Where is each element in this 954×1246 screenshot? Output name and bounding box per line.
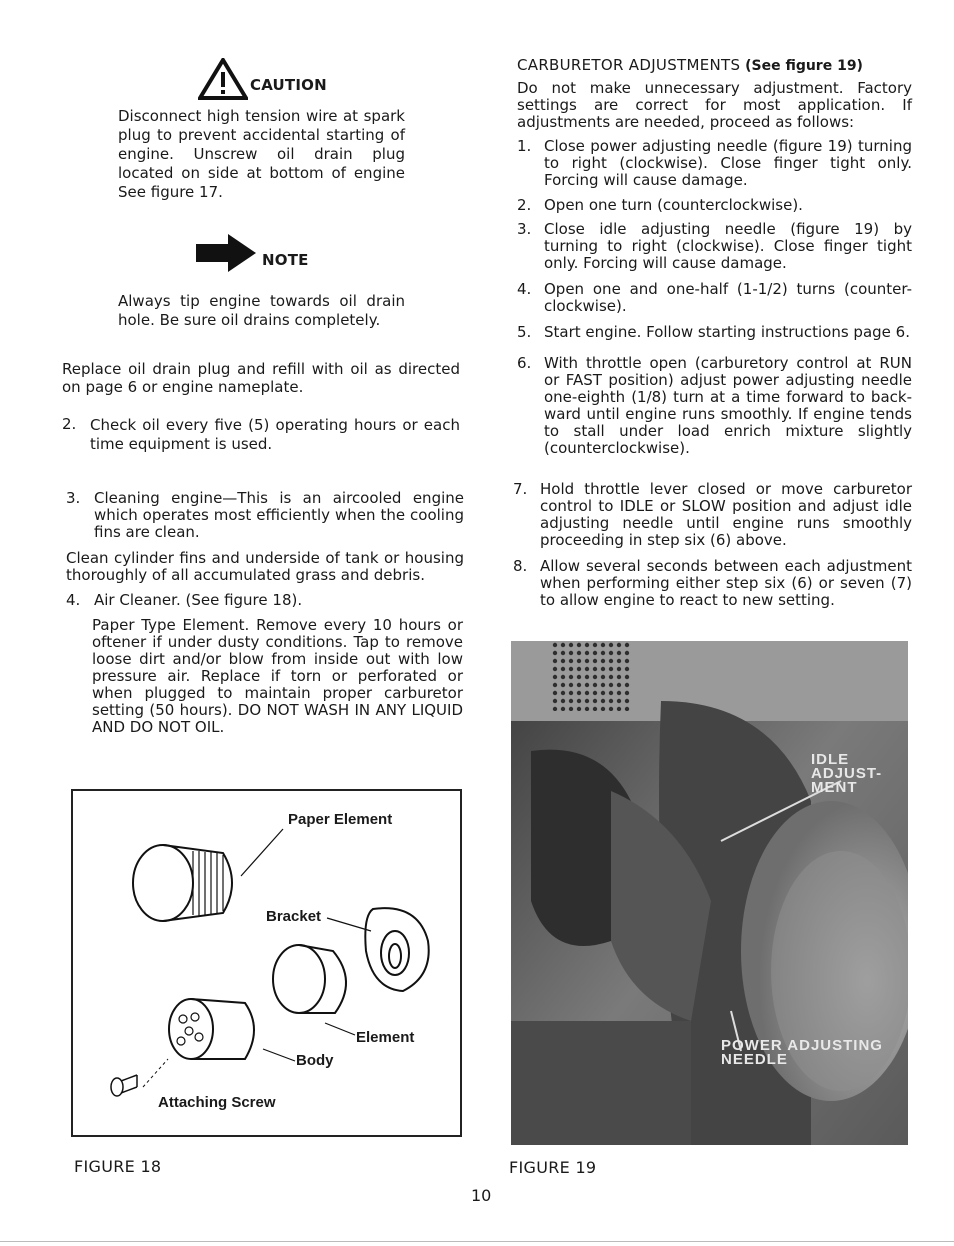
body-drawing (169, 999, 254, 1059)
label-body: Body (296, 1052, 334, 1069)
list-item-3 (66, 490, 464, 546)
step-number: 1. (517, 137, 532, 155)
label-idle-line-3: MENT (811, 779, 858, 796)
step-text: Open one and one-half (1-1/2) turns (counter-clockwise). (544, 280, 912, 315)
step-text: Allow several seconds between each adjustment when performing either step six (6) or seven (7) to allow engine to react to new setting. (540, 557, 912, 609)
step-number: 6. (517, 354, 532, 372)
step-number: 8. (513, 557, 528, 575)
step-number: 4. (517, 280, 532, 298)
figure-18-diagram (71, 789, 462, 1137)
air-cleaner-drawing (73, 791, 460, 1135)
figure-19-caption: FIGURE 19 (509, 1158, 597, 1177)
label-idle-adjustment (811, 753, 882, 795)
step-number: 2. (517, 196, 532, 214)
figure-19-photo (511, 641, 908, 1145)
step-text: Close power adjusting needle (figure 19) turning to right (clockwise). Close finger tight only. Forcing will cause damage. (544, 137, 912, 189)
clean-paragraph: Clean cylinder fins and underside of tank or housing thoroughly of all accumulated grass and debris. (66, 549, 464, 584)
step-number: 7. (513, 480, 528, 498)
page-number: 10 (471, 1186, 492, 1205)
caution-text: Disconnect high tension wire at spark plug to prevent accidental starting of engine. Unscrew oil drain plug located on side at bottom of engine See figure 17. (118, 107, 405, 201)
label-idle-line-1: IDLE (811, 751, 850, 768)
bottom-rule (0, 1241, 954, 1242)
label-attaching-screw: Attaching Screw (158, 1094, 276, 1111)
step-number: 3. (517, 220, 532, 238)
list-number: 4. (66, 591, 81, 609)
step-text: With throttle open (carburetory control at RUN or FAST position) adjust power adjusting needle one-eighth (1/8) turn at a time forward to back-ward until engine runs smoothly. If engine tends to stall under load enrich mixture slightly (counterclockwise). (544, 354, 912, 457)
list-number: 2. (62, 415, 77, 433)
step-text: Start engine. Follow starting instructions page 6. (544, 323, 910, 341)
label-paper-element: Paper Element (288, 811, 393, 828)
step-text: Hold throttle lever closed or move carburetor control to IDLE or SLOW position and adjust idle adjusting needle until engine runs smoothly proceeding in step six (6) above. (540, 480, 912, 549)
list-text: Check oil every five (5) operating hours or each time equipment is used. (90, 416, 460, 453)
list-item-4 (66, 592, 464, 612)
carburetor-heading-ref: (See figure 19) (745, 58, 863, 74)
label-element: Element (356, 1029, 415, 1046)
list-number: 3. (66, 489, 81, 507)
carburetor-heading (517, 56, 863, 74)
carburetor-heading-title: CARBURETOR ADJUSTMENTS (517, 56, 741, 74)
carburetor-photo (511, 641, 908, 1145)
attaching-screw-drawing (111, 1075, 137, 1096)
paper-element-drawing (133, 845, 232, 921)
element-drawing (273, 945, 346, 1013)
bracket-drawing (365, 908, 428, 991)
note-text: Always tip engine towards oil drain hole. Be sure oil drains completely. (118, 292, 405, 329)
note-heading: NOTE (262, 251, 309, 269)
list-text: Cleaning engine—This is an aircooled engine which operates most efficiently when the cooling fins are clean. (94, 489, 464, 541)
label-idle-line-2: ADJUST- (811, 765, 883, 782)
step-number: 5. (517, 323, 532, 341)
figure-18-caption: FIGURE 18 (74, 1157, 162, 1176)
label-power-line-1: POWER ADJUSTING (721, 1037, 883, 1054)
label-bracket: Bracket (266, 908, 322, 925)
label-power-adjusting-needle (721, 1039, 883, 1067)
carburetor-intro: Do not make unnecessary adjustment. Factory settings are correct for most application. If adjustments are needed, proceed as follows: (517, 79, 912, 131)
replace-paragraph: Replace oil drain plug and refill with oil as directed on page 6 or engine nameplate. (62, 360, 460, 396)
caution-icon (198, 58, 248, 100)
list-text: Air Cleaner. (See figure 18). (94, 591, 303, 609)
note-icon (196, 232, 258, 274)
caution-heading: CAUTION (250, 76, 327, 94)
label-power-line-2: NEEDLE (721, 1051, 788, 1068)
paper-element-paragraph: Paper Type Element. Remove every 10 hours or oftener if under dusty conditions. Tap to remove loose dirt and/or blow from inside out with low pressure air. Replace if torn or perforated or when plugged to maintain proper carburetor setting (50 hours). DO NOT WASH IN ANY LIQUID AND DO NOT OIL. (92, 616, 463, 736)
step-text: Close idle adjusting needle (figure 19) by turning to right (clockwise). Close finger tight only. Forcing will cause damage. (544, 220, 912, 272)
list-item-2 (62, 416, 460, 456)
step-text: Open one turn (counterclockwise). (544, 196, 803, 214)
